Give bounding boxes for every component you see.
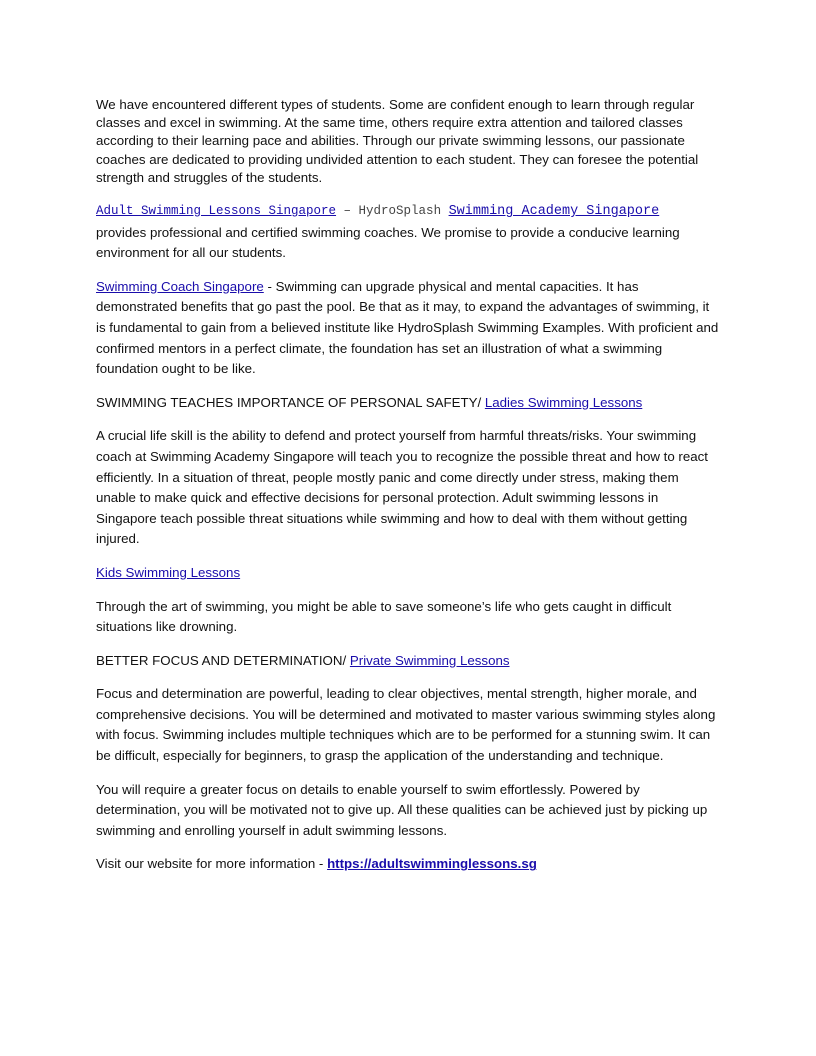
private-swimming-link[interactable]: Private Swimming Lessons [349, 652, 510, 668]
coach-body-text: - Swimming can upgrade physical and mental capacities. It has demonstrated benefits that go past the pool. Be that as it may, to expand the advantages of swimming, it is fundamental to gain from a believed institute like HydroSplash Swimming Examples. With proficient and confirmed mentors in a perfect climate, the foundation has set an illustration of what a swimming foundation ought to be like. [96, 278, 719, 377]
focus-heading [96, 651, 720, 672]
focus-heading-text: BETTER FOCUS AND DETERMINATION/ [96, 652, 350, 668]
focus-paragraph: Focus and determination are powerful, leading to clear objectives, mental strength, higher morale, and comprehensive decisions. You will be determined and motivated to master various swimming styles along with focus. Swimming includes multiple techniques which are to be performed for a stunning swim. It can be difficult, especially for beginners, to grasp the application of the understanding and technique. [96, 686, 716, 764]
require-paragraph: You will require a greater focus on details to enable yourself to swim effortlessly. Powered by determination, you will be motivated not to give up. All these qualities can be achieved just by picking up swimming and enrolling yourself in adult swimming lessons. [96, 781, 708, 838]
safety-paragraph: A crucial life skill is the ability to defend and protect yourself from harmful threats/risks. Your swimming coach at Swimming Academy Singapore will teach you to recognize the possible threat and how to react efficiently. In a situation of threat, people mostly panic and come directly under stress, making them unable to make quick and effective decisions for personal protection. Adult swimming lessons in Singapore teach possible threat situations while swimming and how to deal with them without getting injured. [96, 428, 708, 547]
swimming-coach-link[interactable]: Swimming Coach Singapore [96, 278, 264, 294]
academy-paragraph [96, 200, 720, 264]
visit-text: Visit our website for more information - [96, 856, 328, 872]
academy-body-text: provides professional and certified swimming coaches. We promise to provide a conducive learning environment for all our students. [96, 224, 680, 261]
website-link[interactable]: https://adultswimminglessons.sg [327, 856, 537, 872]
ladies-swimming-link[interactable]: Ladies Swimming Lessons [484, 394, 643, 410]
intro-paragraph: We have encountered different types of students. Some are confident enough to learn through regular classes and excel in swimming. At the same time, others require extra attention and tailored classes according to their learning pace and abilities. Through our private swimming lessons, our passionate coaches are dedicated to providing undivided attention to each student. They can foresee the potential strength and struggles of the students. [96, 97, 699, 185]
kids-swimming-link[interactable]: Kids Swimming Lessons [96, 564, 241, 580]
document-page [96, 96, 720, 888]
visit-paragraph [96, 854, 720, 875]
art-paragraph: Through the art of swimming, you might be able to save someone’s life who gets caught in difficult situations like drowning. [96, 598, 672, 635]
hydrosplash-text: – HydroSplash [336, 204, 449, 219]
safety-heading-text: SWIMMING TEACHES IMPORTANCE OF PERSONAL SAFETY/ [96, 394, 485, 410]
swimming-academy-link[interactable]: Swimming Academy Singapore [448, 204, 660, 220]
safety-heading [96, 393, 720, 414]
adult-swimming-lessons-link[interactable]: Adult Swimming Lessons Singapore [96, 204, 337, 219]
coach-paragraph [96, 277, 720, 380]
kids-link-paragraph [96, 563, 720, 584]
